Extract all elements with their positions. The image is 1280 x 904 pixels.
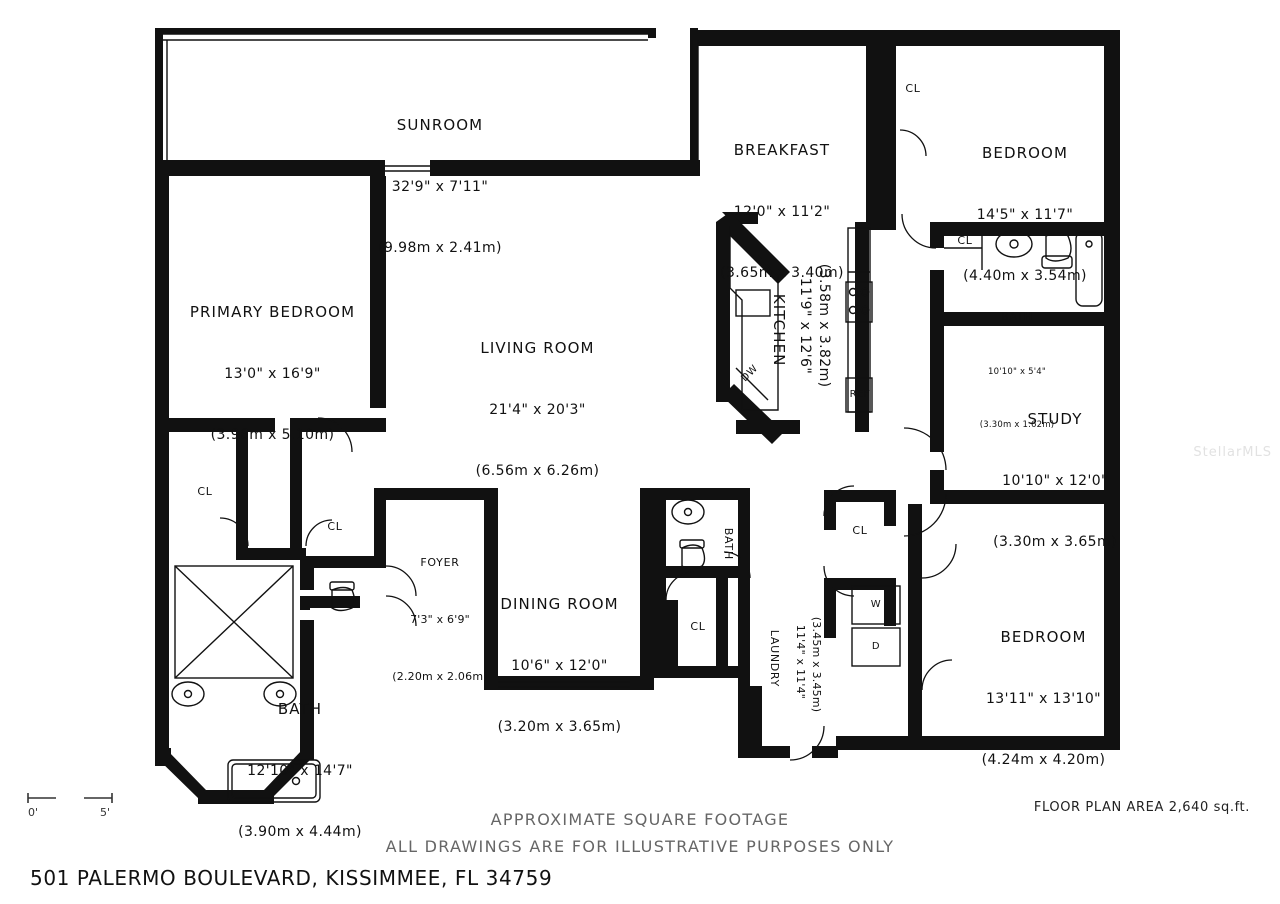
room-label-dining-room [462, 553, 657, 758]
washer-label: W [870, 599, 882, 610]
room-dims-metric-dining-room: (3.20m x 3.65m) [497, 718, 622, 735]
scale-bar [28, 793, 112, 803]
room-dims-primary-bath: 12'10" x 14'7" [247, 763, 353, 780]
watermark: StellarMLS [1193, 445, 1272, 460]
closet-label-dining: CL [690, 620, 706, 633]
room-label-sunroom [300, 74, 580, 279]
room-name-primary-bath: BATH [277, 700, 323, 719]
closet-label-hall-bath: CL [957, 234, 973, 247]
room-dims-kitchen: 11'9" x 12'6" [797, 277, 814, 375]
closet-label-primary-2: CL [327, 520, 343, 533]
room-dims-metric-breakfast: (3.65m x 3.40m) [720, 264, 844, 281]
room-name-dining-room: DINING ROOM [500, 595, 619, 614]
room-dims-study: 10'10" x 12'0" [1002, 473, 1108, 490]
room-dims-metric-study: (3.30m x 3.65m) [993, 533, 1117, 550]
room-name-bedroom-3: BEDROOM [1000, 628, 1087, 647]
room-dims-metric-bedroom-2: (4.40m x 3.54m) [963, 267, 1087, 284]
room-name-laundry: LAUNDRY [768, 629, 782, 687]
refrigerator-label: REF [849, 389, 871, 400]
room-dims-metric-kitchen: (3.58m x 3.82m) [816, 264, 833, 388]
property-address: 501 PALERMO BOULEVARD, KISSIMMEE, FL 34759 [30, 866, 553, 890]
room-name-sunroom: SUNROOM [396, 116, 484, 135]
floor-plan-area-note: FLOOR PLAN AREA 2,640 sq.ft. [1033, 800, 1250, 815]
room-dims-metric-laundry: (3.45m x 3.45m) [810, 617, 824, 713]
room-name-living-room: LIVING ROOM [480, 339, 595, 358]
room-dims-breakfast: 12'0" x 11'2" [733, 204, 831, 221]
room-name-bedroom-2: BEDROOM [982, 144, 1068, 163]
room-label-living-room [415, 297, 660, 502]
room-label-study [955, 368, 1155, 573]
room-dims-metric-hall-bath: (3.30m x 1.62m) [979, 420, 1055, 431]
room-dims-bedroom-3: 13'11" x 13'10" [985, 691, 1102, 708]
room-name-powder-bath: BATH [722, 527, 736, 560]
dryer-label: D [871, 641, 881, 652]
room-dims-hall-bath: 10'10" x 5'4" [988, 366, 1046, 377]
room-dims-primary-bedroom: 13'0" x 16'9" [224, 366, 321, 383]
room-dims-living-room: 21'4" x 20'3" [489, 402, 586, 419]
room-dims-metric-foyer: (2.20m x 2.06m) [392, 669, 488, 683]
dishwasher-label: DW [739, 362, 761, 385]
room-dims-dining-room: 10'6" x 12'0" [511, 658, 608, 675]
room-label-bedroom-3 [936, 586, 1151, 791]
room-label-powder-bath [718, 508, 760, 568]
room-label-primary-bedroom [150, 261, 395, 466]
room-name-primary-bedroom: PRIMARY BEDROOM [189, 303, 356, 322]
closet-label-bedroom-2: CL [905, 82, 921, 95]
scale-end-label: 5' [100, 806, 111, 819]
room-dims-metric-kitchen-block [814, 248, 856, 393]
room-label-primary-bath [205, 658, 395, 863]
room-dims-metric-sunroom: (9.98m x 2.41m) [378, 239, 502, 256]
disclaimer-line-2: ALL DRAWINGS ARE FOR ILLUSTRATIVE PURPOSES ONLY [385, 837, 895, 856]
closet-label-primary-1: CL [197, 485, 213, 498]
room-dims-metric-living-room: (6.56m x 6.26m) [475, 462, 600, 479]
room-name-foyer: FOYER [420, 556, 460, 570]
closet-label-hall: CL [852, 524, 868, 537]
room-dims-metric-primary-bedroom: (3.96m x 5.10m) [210, 426, 335, 443]
room-dims-metric-bedroom-3: (4.24m x 4.20m) [981, 751, 1106, 768]
room-name-study: STUDY [1027, 410, 1083, 429]
room-dims-sunroom: 32'9" x 7'11" [391, 179, 489, 196]
room-name-breakfast: BREAKFAST [733, 141, 831, 160]
room-name-kitchen: KITCHEN [769, 293, 788, 367]
room-dims-metric-primary-bath: (3.90m x 4.44m) [238, 823, 362, 840]
disclaimer-line-1: APPROXIMATE SQUARE FOOTAGE [490, 810, 790, 829]
scale-start-label: 0' [28, 806, 39, 819]
room-dims-laundry: 11'4" x 11'4" [794, 625, 808, 700]
room-name-hall-bath: BATH [1001, 310, 1033, 324]
room-dims-metric-laundry-block [806, 592, 848, 727]
room-dims-bedroom-2: 14'5" x 11'7" [976, 207, 1074, 224]
room-dims-foyer: 7'3" x 6'9" [410, 612, 470, 626]
